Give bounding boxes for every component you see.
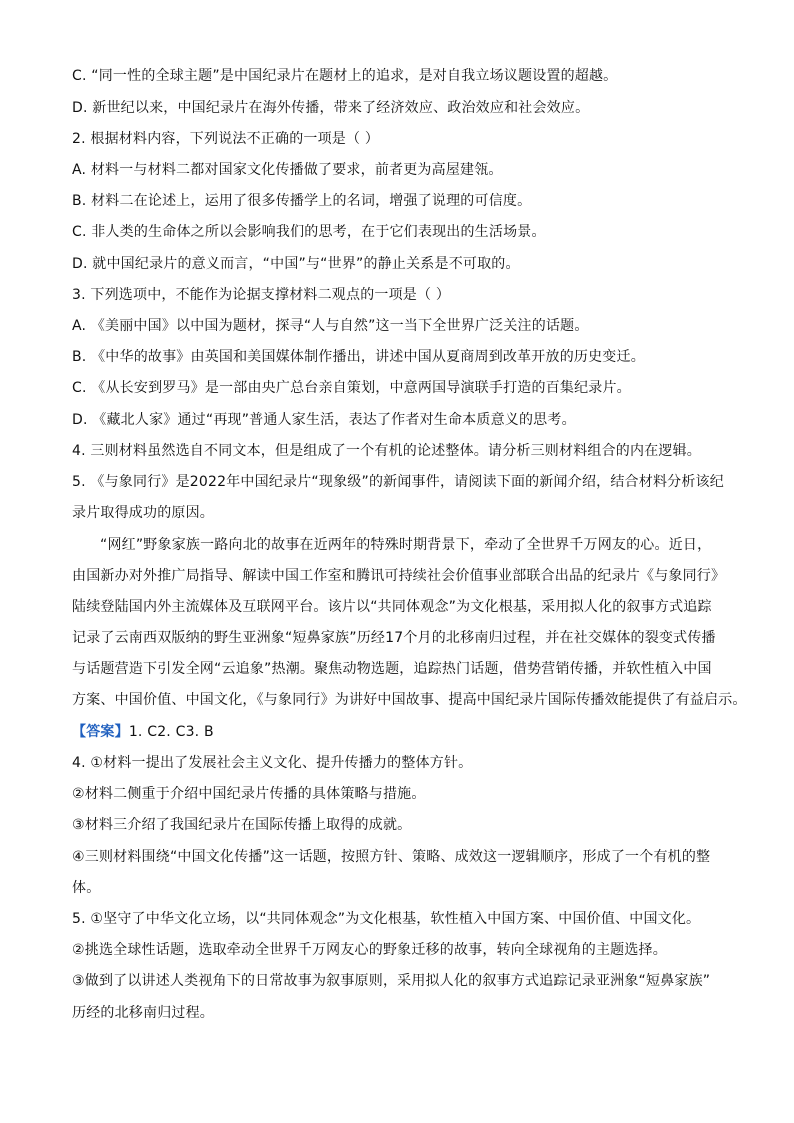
news-paragraph-line: 陆续登陆国内外主流媒体及互联网平台。该片以“共同体观念”为文化根基，采用拟人化的叙事方式追踪	[72, 599, 712, 615]
option-b-q2: B. 材料二在论述上，运用了很多传播学上的名词，增强了说理的可信度。	[72, 193, 532, 209]
answer-4-point-2: ②材料二侧重于介绍中国纪录片传播的具体策略与措施。	[72, 786, 426, 802]
option-d-q3: D. 《藏北人家》通过“再现”普通人家生活，表达了作者对生命本质意义的思考。	[72, 412, 576, 428]
question-5-cont: 录片取得成功的原因。	[72, 505, 214, 521]
news-paragraph-line: 方案、中国价值、中国文化，《与象同行》为讲好中国故事、提高中国纪录片国际传播效能提供了有益启示。	[72, 692, 747, 708]
answer-4-point-3: ③材料三介绍了我国纪录片在国际传播上取得的成就。	[72, 817, 412, 833]
option-c-q2: C. 非人类的生命体之所以会影响我们的思考，在于它们表现出的生活场景。	[72, 224, 546, 240]
answer-5-point-1: 5. ①坚守了中华文化立场，以“共同体观念”为文化根基，软性植入中国方案、中国价值、中国文化。	[72, 911, 701, 927]
question-2: 2. 根据材料内容，下列说法不正确的一项是（ ）	[72, 131, 380, 147]
option-a-q2: A. 材料一与材料二都对国家文化传播做了要求，前者更为高屋建瓴。	[72, 162, 503, 178]
answer-5-point-3-cont: 历经的北移南归过程。	[72, 1005, 214, 1021]
question-3: 3. 下列选项中，不能作为论据支撑材料二观点的一项是（ ）	[72, 287, 451, 303]
option-c-q1: C. “同一性的全球主题”是中国纪录片在题材上的追求，是对自我立场议题设置的超越。	[72, 68, 618, 84]
answer-5-point-2: ②挑选全球性话题，选取牵动全世界千万网友心的野象迁移的故事，转向全球视角的主题选择。	[72, 942, 667, 958]
answer-tag: 【答案】	[72, 724, 129, 740]
answer-line	[72, 722, 732, 742]
answer-4-point-4: ④三则材料围绕“中国文化传播”这一话题，按照方针、策略、成效这一逻辑顺序，形成了一个有机的整	[72, 849, 711, 865]
answer-4-point-4-cont: 体。	[72, 880, 101, 896]
option-c-q3: C. 《从长安到罗马》是一部由央广总台亲自策划，中意两国导演联手打造的百集纪录片。	[72, 380, 631, 396]
news-paragraph-line: “网红”野象家族一路向北的故事在近两年的特殊时期背景下，牵动了全世界千万网友的心。近日，	[100, 537, 712, 553]
answer-text: 1. C2. C3. B	[128, 724, 214, 740]
option-d-q2: D. 就中国纪录片的意义而言，“中国”与“世界”的静止关系是不可取的。	[72, 256, 520, 272]
question-4: 4. 三则材料虽然选自不同文本，但是组成了一个有机的论述整体。请分析三则材料组合的内在逻辑。	[72, 443, 702, 459]
answer-4-point-1: 4. ①材料一提出了发展社会主义文化、提升传播力的整体方针。	[72, 755, 473, 771]
option-d-q1: D. 新世纪以来，中国纪录片在海外传播，带来了经济效应、政治效应和社会效应。	[72, 100, 590, 116]
option-a-q3: A. 《美丽中国》以中国为题材，探寻“人与自然”这一当下全世界广泛关注的话题。	[72, 318, 589, 334]
news-paragraph-line: 与话题营造下引发全网“云追象”热潮。聚焦动物选题，追踪热门话题，借势营销传播，并软性植入中国	[72, 661, 712, 677]
news-paragraph-line: 记录了云南西双版纳的野生亚洲象“短鼻家族”历经17个月的北移南归过程，并在社交媒体的裂变式传播	[72, 630, 716, 646]
option-b-q3: B. 《中华的故事》由英国和美国媒体制作播出，讲述中国从夏商周到改革开放的历史变迁。	[72, 349, 645, 365]
news-paragraph-line: 由国新办对外推广局指导、解读中国工作室和腾讯可持续社会价值事业部联合出品的纪录片《与象同行》	[72, 568, 726, 584]
answer-5-point-3: ③做到了以讲述人类视角下的日常故事为叙事原则，采用拟人化的叙事方式追踪记录亚洲象“短鼻家族”	[72, 973, 711, 989]
question-5: 5. 《与象同行》是2022年中国纪录片“现象级”的新闻事件，请阅读下面的新闻介绍，结合材料分析该纪	[72, 474, 724, 490]
